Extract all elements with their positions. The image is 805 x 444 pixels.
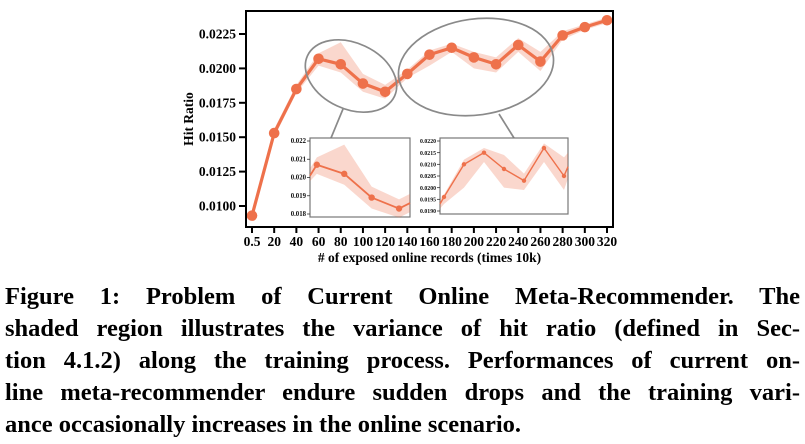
inset-y-tick-label: 0.0195: [420, 197, 436, 204]
inset-data-point: [462, 162, 466, 166]
x-tick-label: 180: [441, 234, 462, 249]
inset-data-point: [482, 150, 486, 154]
data-point-marker: [535, 56, 546, 67]
data-point-marker: [446, 42, 457, 53]
inset-y-tick-label: 0.0190: [420, 209, 436, 216]
data-point-marker: [513, 40, 524, 51]
inset-data-point: [502, 167, 506, 171]
data-point-marker: [602, 15, 613, 26]
data-point-marker: [358, 78, 369, 89]
x-tick-label: 140: [397, 234, 418, 249]
y-tick-label: 0.0200: [198, 60, 236, 76]
inset-data-point: [341, 171, 347, 177]
x-tick-label: 0.5: [243, 234, 261, 249]
data-point-marker: [291, 84, 302, 95]
data-point-marker: [269, 128, 280, 139]
data-point-marker: [469, 52, 480, 63]
caption-line-4: line meta-recommender endure sudden drops and the training vari-: [5, 379, 800, 406]
x-tick-label: 320: [596, 234, 618, 249]
data-point-marker: [580, 22, 591, 33]
x-tick-label: 200: [463, 234, 484, 249]
leader-line-1: [331, 109, 343, 138]
x-tick-label: 300: [574, 234, 595, 249]
data-point-marker: [424, 49, 435, 60]
data-point-marker: [313, 53, 324, 64]
x-tick-label: 280: [552, 234, 573, 249]
inset-plot-1: [291, 138, 410, 218]
data-point-marker: [380, 86, 391, 97]
x-tick-label: 260: [530, 234, 551, 249]
inset-y-tick-label: 0.020: [290, 174, 306, 182]
inset-data-point: [368, 194, 374, 200]
x-tick-label: 100: [352, 234, 374, 249]
x-tick-label: 60: [311, 234, 326, 249]
x-tick-label: 160: [419, 234, 440, 249]
y-tick-label: 0.0225: [198, 26, 236, 42]
inset-y-tick-label: 0.0220: [420, 139, 436, 146]
x-tick-label: 120: [375, 234, 396, 249]
leader-line-2: [499, 114, 514, 138]
caption-line-5: ance occasionally increases in the online scenario.: [5, 411, 522, 438]
inset-data-point: [396, 205, 402, 211]
inset-y-tick-label: 0.0210: [420, 162, 436, 169]
caption-line-2: shaded region illustrates the variance of hit ratio (defined in Sec-: [5, 315, 800, 342]
figure-caption: [0, 281, 805, 441]
x-axis-title: # of exposed online records (times 10k): [317, 250, 542, 265]
inset-y-tick-label: 0.021: [290, 156, 306, 164]
inset-y-tick-label: 0.0205: [420, 174, 436, 181]
x-tick-label: 40: [289, 234, 304, 249]
y-tick-label: 0.0125: [198, 164, 236, 180]
inset-y-tick-label: 0.022: [290, 138, 306, 146]
inset-y-tick-label: 0.019: [290, 192, 306, 200]
y-tick-label: 0.0150: [198, 129, 236, 145]
data-point-marker: [335, 59, 346, 70]
inset-plot-2: [420, 138, 568, 215]
inset-y-tick-label: 0.018: [290, 211, 306, 219]
y-axis-title: Hit Ratio: [181, 92, 196, 146]
inset-data-point: [442, 195, 446, 199]
data-point-marker: [491, 59, 502, 70]
inset-data-point: [522, 178, 526, 182]
inset-y-tick-label: 0.0215: [420, 150, 436, 157]
x-tick-label: 20: [267, 234, 281, 249]
inset-y-tick-label: 0.0200: [420, 185, 436, 192]
caption-line-3: tion 4.1.2) along the training process. Performances of current on-: [5, 347, 800, 374]
data-point-marker: [402, 69, 413, 80]
x-tick-label: 240: [508, 234, 529, 249]
data-point-marker: [247, 210, 258, 221]
caption-line-1: Figure 1: Problem of Current Online Meta-Recommender. The: [5, 283, 800, 310]
x-tick-label: 220: [485, 234, 507, 249]
data-point-marker: [557, 30, 568, 41]
inset-data-point: [542, 146, 546, 150]
y-tick-label: 0.0175: [198, 95, 236, 111]
inset-data-point: [562, 174, 566, 178]
y-tick-label: 0.0100: [198, 198, 236, 214]
inset-data-point: [314, 162, 320, 168]
x-tick-label: 80: [334, 234, 348, 249]
